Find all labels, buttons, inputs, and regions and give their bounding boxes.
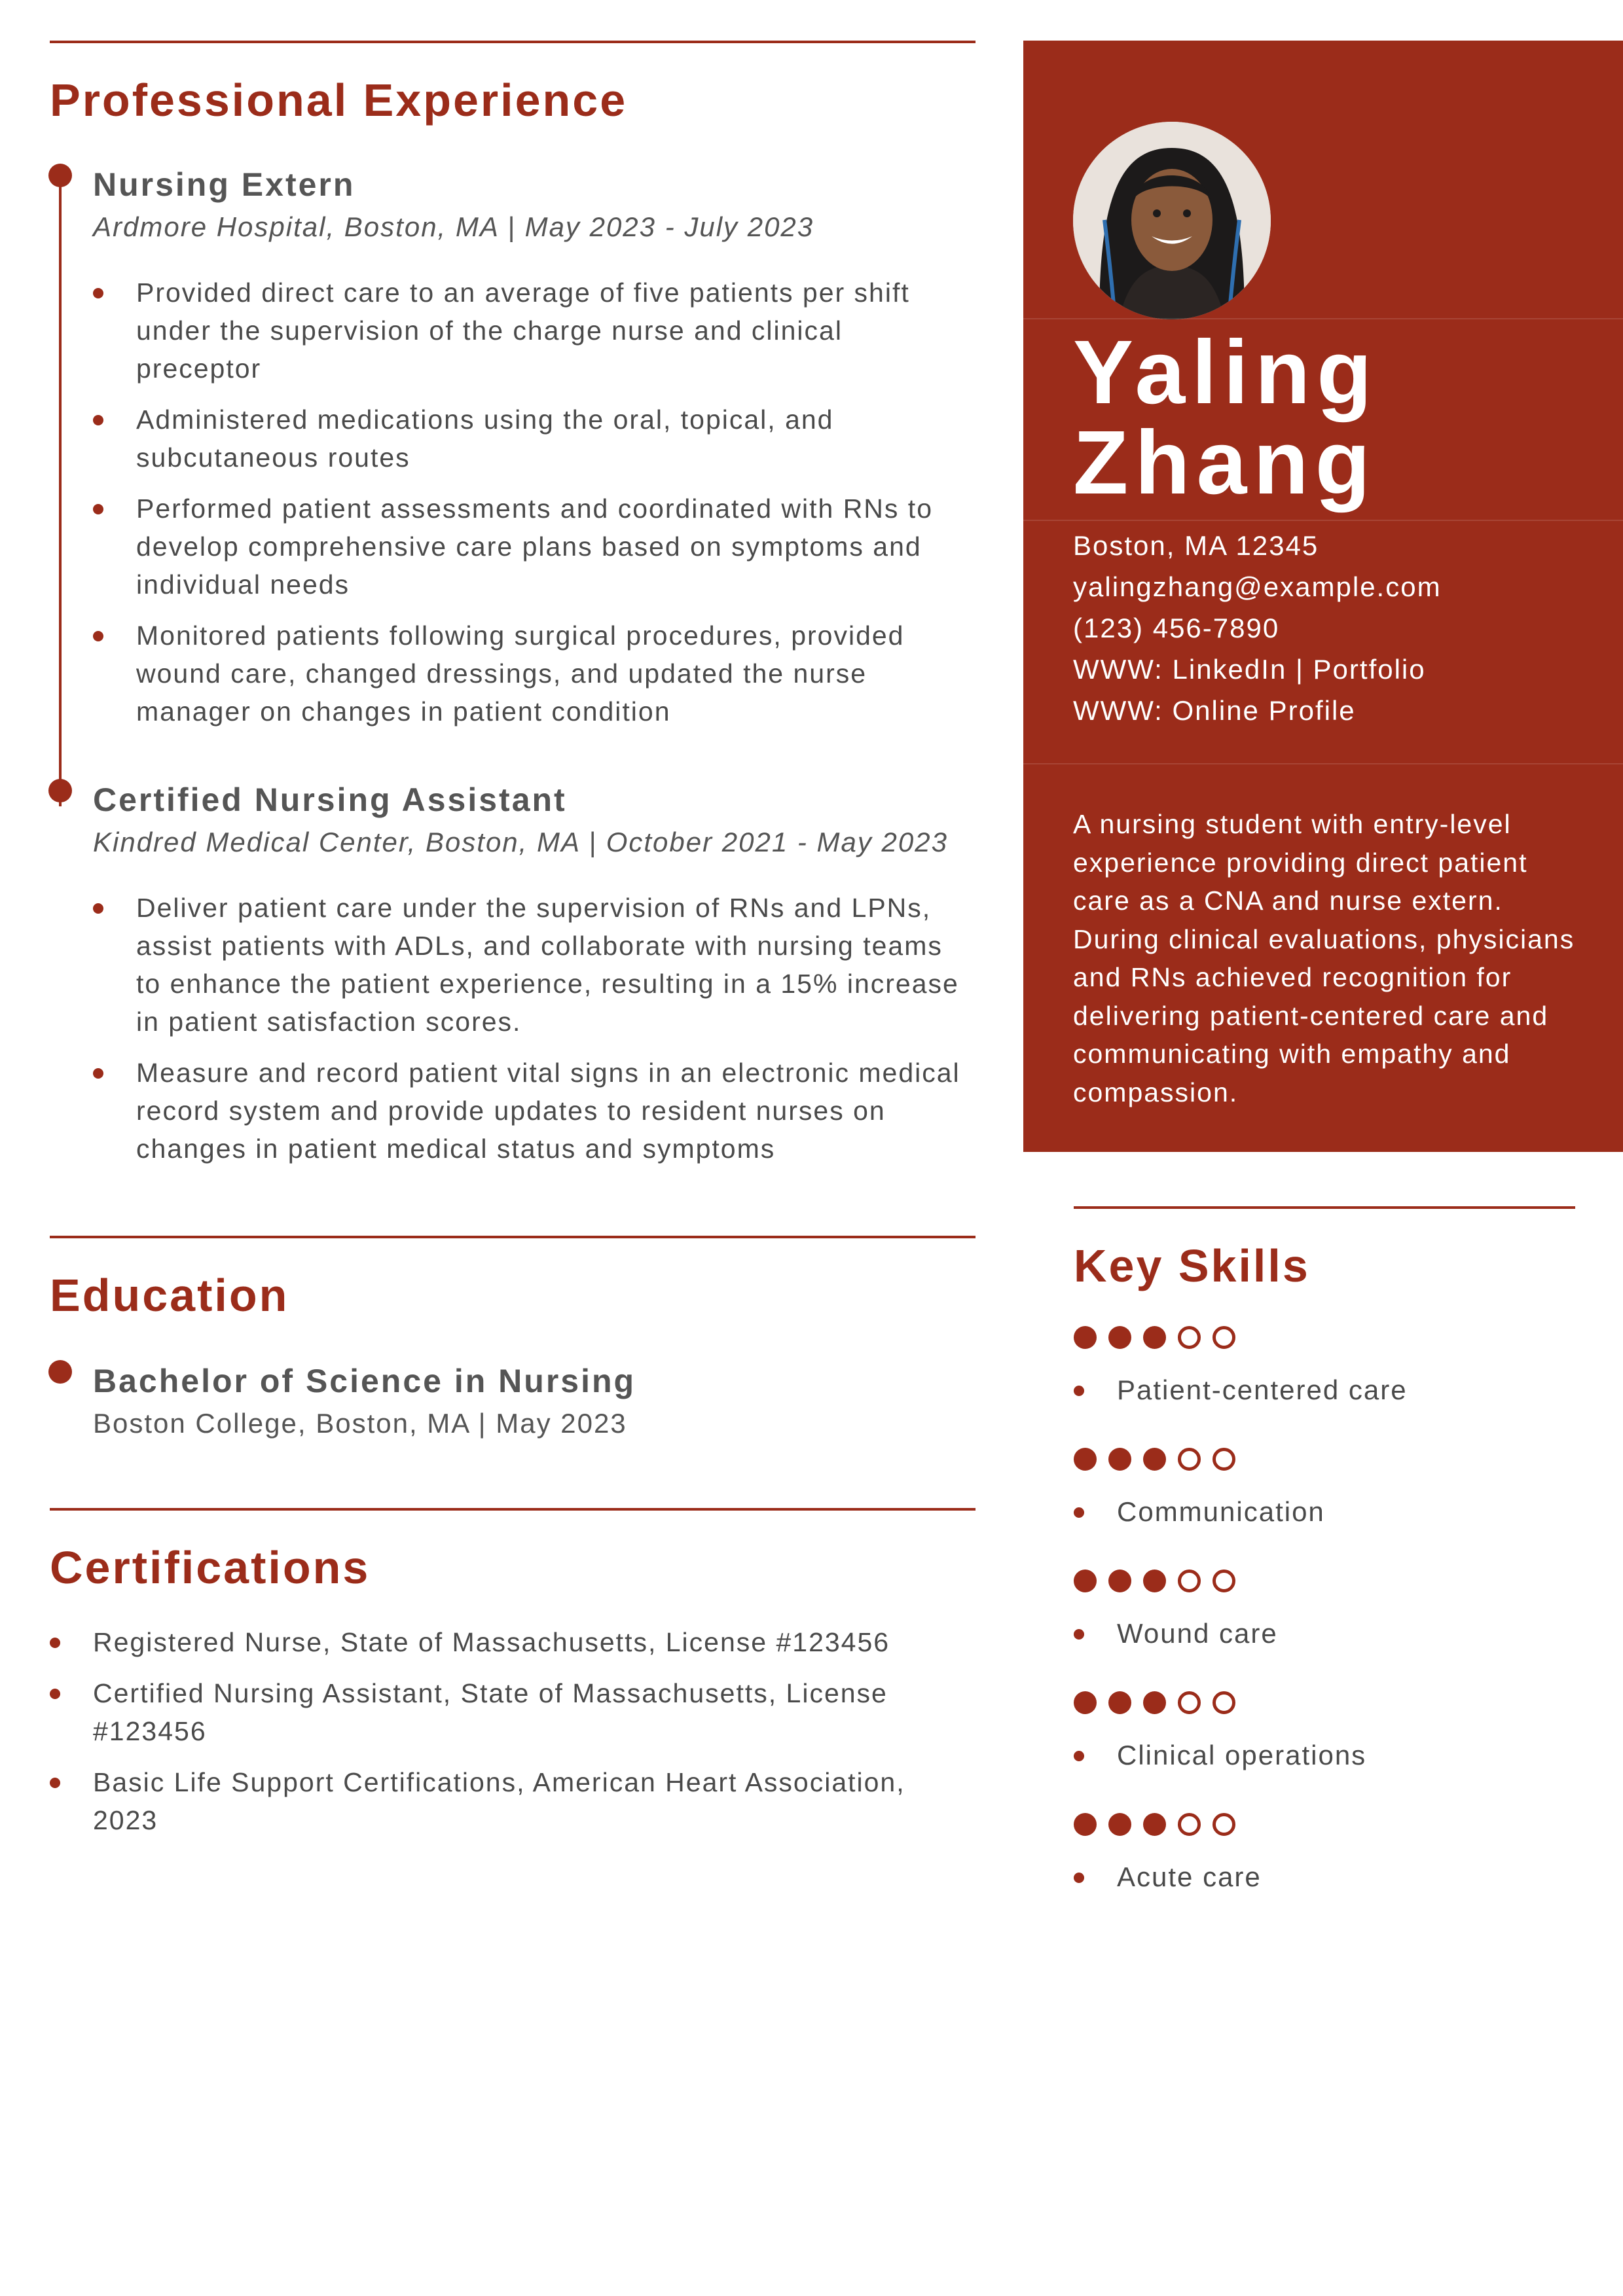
profile-summary: A nursing student with entry-level experience providing direct patient care as a CNA and nurse extern. During clinical evaluations, physicians and RNs achieved recognition for delivering patient-centered care and communicating with empathy and compassion. <box>1073 809 1575 1107</box>
skill-name: Patient-centered care <box>1074 1376 1575 1404</box>
rating-dot-filled <box>1108 1691 1131 1714</box>
job-bullets <box>93 889 976 1168</box>
rating-dot-filled <box>1108 1570 1131 1592</box>
panel-divider <box>1023 520 1623 521</box>
panel-divider <box>1023 763 1623 764</box>
list-item: Registered Nurse, State of Massachusetts, License #123456 <box>50 1623 976 1661</box>
degree-title: Bachelor of Science in Nursing <box>93 1363 636 1399</box>
certifications-top-rule <box>50 1508 976 1511</box>
job-meta: Kindred Medical Center, Boston, MA | October 2021 - May 2023 <box>93 827 948 857</box>
list-item: Measure and record patient vital signs in an electronic medical record system and provide updates to resident nurses on changes in patient medical status and symptoms <box>93 1054 976 1168</box>
profile-photo-icon <box>1073 122 1271 319</box>
profile-panel <box>1023 41 1623 1152</box>
skill-rating <box>1074 1569 1575 1592</box>
job-meta: Ardmore Hospital, Boston, MA | May 2023 - July 2023 <box>93 211 814 242</box>
list-item: Deliver patient care under the supervision of RNs and LPNs, assist patients with ADLs, and collaborate with nursing teams to enhance the patient experience, resulting in a 15% increase in patient satisfaction scores. <box>93 889 976 1041</box>
list-item: Provided direct care to an average of five patients per shift under the supervision of the charge nurse and clinical preceptor <box>93 274 976 387</box>
education-top-rule <box>50 1236 976 1238</box>
rating-dot-empty <box>1178 1326 1201 1349</box>
rating-dot-filled <box>1074 1448 1097 1471</box>
rating-dot-empty <box>1213 1813 1235 1836</box>
rating-dot-filled <box>1143 1448 1166 1471</box>
rating-dot-empty <box>1178 1691 1201 1714</box>
rating-dot-filled <box>1108 1813 1131 1836</box>
avatar <box>1073 122 1271 319</box>
online-profile-link[interactable]: WWW: Online Profile <box>1073 695 1356 726</box>
phone: (123) 456-7890 <box>1073 613 1280 643</box>
rating-dot-filled <box>1074 1813 1097 1836</box>
list-item: Administered medications using the oral, topical, and subcutaneous routes <box>93 401 976 476</box>
left-column <box>50 41 976 1839</box>
key-skills <box>1074 1206 1575 1891</box>
rating-dot-filled <box>1143 1813 1166 1836</box>
web-links[interactable]: WWW: LinkedIn | Portfolio <box>1073 654 1426 685</box>
rating-dot-filled <box>1143 1570 1166 1592</box>
rating-dot-empty <box>1213 1691 1235 1714</box>
rating-dot-empty <box>1213 1570 1235 1592</box>
job-title: Nursing Extern <box>93 166 356 203</box>
rating-dot-empty <box>1178 1813 1201 1836</box>
first-name: Yaling <box>1073 322 1379 423</box>
skill-item <box>1074 1325 1575 1404</box>
job-nursing-extern <box>50 164 976 730</box>
rating-dot-filled <box>1143 1691 1166 1714</box>
rating-dot-filled <box>1143 1326 1166 1349</box>
contact-info <box>1073 525 1442 731</box>
rating-dot-empty <box>1178 1570 1201 1592</box>
job-title: Certified Nursing Assistant <box>93 781 567 818</box>
list-item: Certified Nursing Assistant, State of Massachusetts, License #123456 <box>50 1674 976 1750</box>
panel-divider <box>1023 318 1623 319</box>
job-bullets <box>93 274 976 730</box>
list-item: Basic Life Support Certifications, American Heart Association, 2023 <box>50 1763 976 1839</box>
location: Boston, MA 12345 <box>1073 530 1319 561</box>
rating-dot-filled <box>1074 1570 1097 1592</box>
skill-item <box>1074 1569 1575 1647</box>
education-entry <box>50 1360 976 1444</box>
skills-heading: Key Skills <box>1074 1240 1310 1291</box>
experience-top-rule <box>50 41 976 43</box>
last-name: Zhang <box>1073 412 1377 513</box>
timeline-dot <box>48 164 72 187</box>
rating-dot-empty <box>1213 1448 1235 1471</box>
skill-rating <box>1074 1447 1575 1471</box>
skill-item <box>1074 1447 1575 1526</box>
education-heading: Education <box>50 1270 289 1321</box>
skill-rating <box>1074 1325 1575 1349</box>
experience-heading: Professional Experience <box>50 75 628 126</box>
job-cna <box>50 779 976 1168</box>
skill-name: Acute care <box>1074 1863 1575 1891</box>
skill-name: Clinical operations <box>1074 1742 1575 1769</box>
experience-timeline <box>50 164 976 1168</box>
email-link[interactable]: yalingzhang@example.com <box>1073 571 1442 602</box>
skills-top-rule <box>1074 1206 1575 1209</box>
skill-name: Communication <box>1074 1498 1575 1526</box>
skills-list <box>1074 1325 1575 1891</box>
skill-item <box>1074 1812 1575 1891</box>
profile-name <box>1073 322 1379 513</box>
certifications-heading: Certifications <box>50 1542 371 1593</box>
education-details: Boston College, Boston, MA | May 2023 <box>93 1408 627 1439</box>
timeline-dot <box>48 1360 72 1384</box>
rating-dot-filled <box>1108 1448 1131 1471</box>
skill-item <box>1074 1691 1575 1769</box>
certifications-list <box>50 1623 976 1839</box>
rating-dot-empty <box>1213 1326 1235 1349</box>
skill-name: Wound care <box>1074 1620 1575 1647</box>
skill-rating <box>1074 1812 1575 1836</box>
timeline-dot <box>48 779 72 802</box>
rating-dot-filled <box>1074 1691 1097 1714</box>
rating-dot-filled <box>1108 1326 1131 1349</box>
rating-dot-empty <box>1178 1448 1201 1471</box>
skill-rating <box>1074 1691 1575 1714</box>
list-item: Performed patient assessments and coordinated with RNs to develop comprehensive care plans based on symptoms and individual needs <box>93 490 976 603</box>
rating-dot-filled <box>1074 1326 1097 1349</box>
list-item: Monitored patients following surgical procedures, provided wound care, changed dressings, and updated the nurse manager on changes in patient condition <box>93 617 976 730</box>
